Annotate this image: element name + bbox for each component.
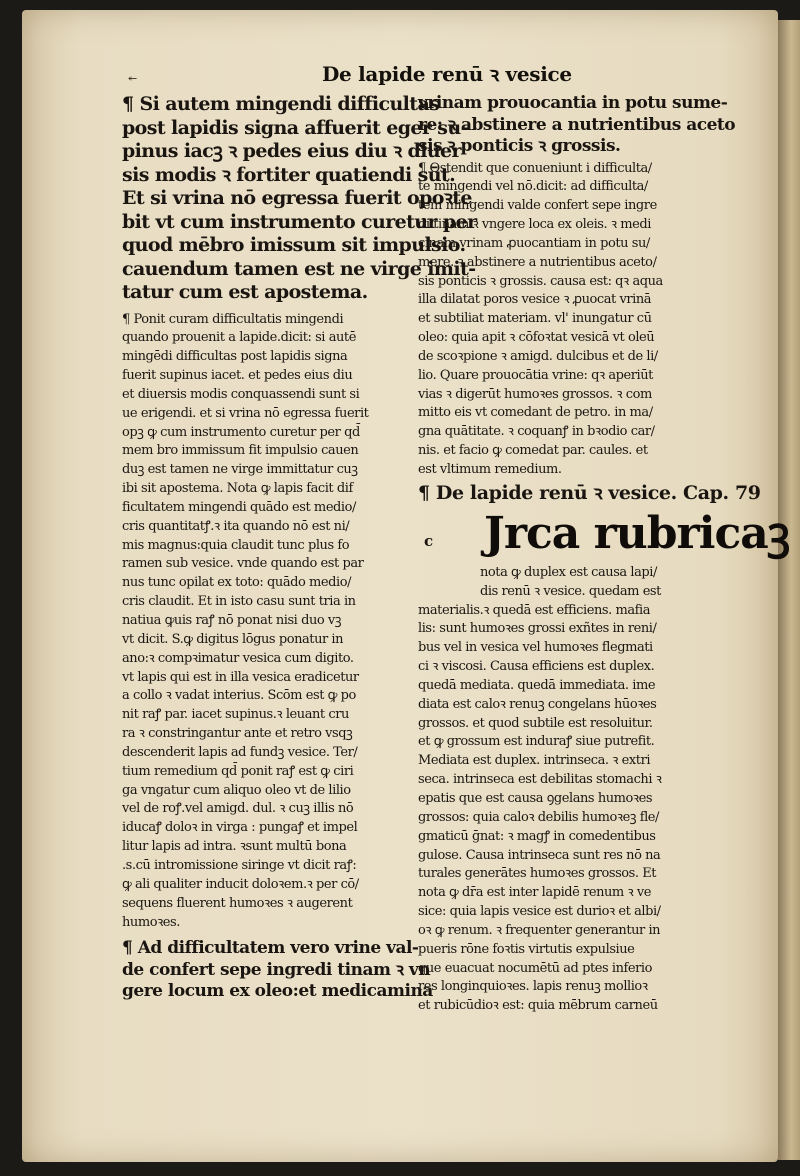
text-line: te mingendi vel nō.dicit: ad difficulta/ [418, 179, 648, 195]
text-line: litur lapis ad intra. ꝛsunt multū bona [122, 839, 347, 855]
text-line: mingēdi difficultas post lapidis signa [122, 349, 348, 365]
text-line: vt dicit. S.ꝙ digitus lōgus ponatur in [122, 631, 344, 647]
text-line: tatur cum est apostema. [122, 281, 368, 303]
text-line: materialis.ꝛ quedā est efficiens. mafia [418, 602, 651, 618]
text-line: fuerit supinus iacet. et pedes eius diu [122, 368, 353, 384]
text-line: res longinquioꝛes. lapis renuꝫ mollioꝛ [418, 979, 648, 995]
text-line: sice: quia lapis vesice est durioꝛ et albi/ [418, 904, 661, 920]
text-line: Et si vrina nō egressa fuerit opoꝛte [122, 187, 472, 209]
text-line: quod mēbro imissum sit impulsio. [122, 234, 466, 256]
text-line: gulose. Causa intrinseca sunt res nō na [418, 847, 661, 863]
text-line: vrinam prouocantia in potu sume- [418, 93, 728, 113]
text-line: opꝫ ꝙ cum instrumento curetur per qd̄ [122, 424, 360, 440]
left-paragraph-2 [122, 938, 433, 1003]
text-line: lis: sunt humoꝛes grossi exñtes in reni/ [418, 621, 657, 637]
text-line: lio. Quare prouocātia vrine: qꝛ aperiūt [418, 367, 653, 383]
corner-mark: ↞ [128, 72, 138, 85]
text-line: Mediata est duplex. intrinseca. ꝛ extri [418, 753, 651, 769]
text-line: de confert sepe ingredi tinam ꝛ vn [122, 959, 431, 980]
text-line: tium remedium qd̄ ponit raꝭ est ꝙ ciri [122, 763, 354, 779]
right-paragraph-1 [418, 93, 736, 158]
text-line: turales generātes humoꝛes grossos. Et [418, 866, 657, 882]
left-column [122, 93, 477, 1003]
left-paragraph-1 [122, 93, 477, 305]
text-line: quando prouenit a lapide.dicit: si autē [122, 330, 356, 346]
text-line: ¶ Ponit curam difficultatis mingendi [122, 311, 344, 327]
text-line: di tinam ꝛ vngere loca ex oleis. ꝛ medi [418, 217, 651, 233]
text-line: mere. ꝛ abstinere a nutrientibus aceto/ [418, 254, 657, 270]
text-line: epatis que est causa ꝯgelans humoꝛes [418, 790, 653, 806]
text-line: duꝫ est tamen ne virge immittatur cuꝫ [122, 462, 358, 478]
text-line: diata est caloꝛ renuꝫ congelans hūoꝛes [418, 696, 657, 712]
text-line: cinam vrinam ꝓuocantiam in potu su/ [418, 235, 650, 251]
text-line: tem mingendi valde confert sepe ingre [418, 198, 657, 214]
text-line: gere locum ex oleo:et medicamina [122, 981, 433, 1002]
running-head: De lapide renū ꝛ vesice [322, 62, 572, 86]
text-line: grossos: quia caloꝛ debilis humoꝛeꝫ fle/ [418, 809, 659, 825]
text-line: post lapidis signa affuerit eger su- [122, 116, 468, 139]
text-line: dis renū ꝛ vesice. quedam est [480, 583, 661, 599]
text-line: et diuersis modis conquassendi sunt si [122, 386, 360, 402]
text-line: humoꝛes. [122, 914, 180, 930]
text-line: et rubicūdioꝛ est: quia mēbrum carneū [418, 998, 658, 1014]
text-line: et ꝙ grossum est induraꝭ siue putrefit. [418, 734, 655, 750]
text-line: gmaticū ḡnat: ꝛ magꝭ in comedentibus [418, 828, 656, 844]
right-column [418, 93, 790, 1016]
text-line: vel de roꝭ.vel amigd. dul. ꝛ cuꝫ illis nō [122, 801, 354, 817]
text-line: ꝙ ali qualiter inducit doloꝛem.ꝛ per cō/ [122, 876, 359, 892]
text-line: vias ꝛ digerūt humoꝛes grossos. ꝛ com [418, 386, 652, 402]
text-line: oleo: quia apit ꝛ cōfoꝛtat vesicā vt oleū [418, 330, 655, 346]
text-line: iducaꝭ doloꝛ in virga : pungaꝭ et impel [122, 820, 358, 836]
text-line: sis modis ꝛ fortiter quatiendi sūt. [122, 163, 456, 186]
text-line: ramen sub vesice. vnde quando est par [122, 556, 364, 572]
text-line: et subtiliat materiam. vl' inungatur cū [418, 311, 652, 327]
text-line: sis ponticis ꝛ grossis. causa est: qꝛ aqua [418, 273, 663, 289]
text-line: ¶ Ostendit que conueniunt i difficulta/ [418, 160, 652, 176]
text-line: ra ꝛ constringantur ante et retro vsqꝫ [122, 726, 353, 742]
text-line: sequens fluerent humoꝛes ꝛ augerent [122, 895, 353, 911]
right-commentary-2 [418, 602, 702, 1017]
text-line: bus vel in vesica vel humoꝛes flegmati [418, 640, 653, 656]
text-line: nit raꝭ par. iacet supinus.ꝛ leuant cru [122, 707, 349, 723]
text-line: nota ꝙ duplex est causa lapi/ [480, 564, 657, 580]
text-line: illa dilatat poros vesice ꝛ ꝓuocat vrinā [418, 292, 652, 308]
text-line: mem bro immissum fit impulsio cauen [122, 443, 359, 459]
text-line: nis. et facio ꝙ comedat par. caules. et [418, 443, 648, 459]
text-line: mitto eis vt comedant de petro. in ma/ [418, 405, 653, 421]
text-line: cris claudit. Et in isto casu sunt tria in [122, 594, 356, 610]
text-line: nota ꝙ dr̄a est inter lapidē renum ꝛ ve [418, 885, 652, 901]
text-line: ficultatem mingendi quādo est medio/ [122, 499, 356, 515]
text-line: cauendum tamen est ne virge imit- [122, 257, 476, 280]
text-line: gna quātitate. ꝛ coquanꝭ in bꝛodio car/ [418, 424, 655, 440]
text-line: seca. intrinseca est debilitas stomachi ꝛ [418, 772, 662, 788]
text-line: re: ꝛ abstinere a nutrientibus aceto [418, 114, 736, 135]
text-line: ibi sit apostema. Nota ꝙ lapis facit dif [122, 481, 353, 497]
text-line: ci ꝛ viscosi. Causa efficiens est duplex. [418, 659, 655, 675]
text-line: pueris rōne foꝛtis virtutis expulsiue [418, 941, 635, 957]
text-line: ¶ Ad difficultatem vero vrine val- [122, 938, 419, 959]
text-line: oꝛ ꝙ renum. ꝛ frequenter generantur in [418, 922, 661, 938]
chapter-heading: ¶ De lapide renū ꝛ vesice. Cap. 79 [418, 481, 761, 504]
text-line: cris quantitatꝭ.ꝛ ita quando nō est ni/ [122, 518, 350, 534]
text-line: pinus iacꝫ ꝛ pedes eius diu ꝛ diuer [122, 140, 461, 162]
right-commentary-1 [418, 160, 702, 480]
text-line: .s.cū intromissione siringe vt dicit raꝭ: [122, 857, 357, 873]
text-line: que euacuat nocumētū ad ptes inferio [418, 960, 652, 976]
text-line: a collo ꝛ vadat interius. Scōm est ꝙ po [122, 688, 356, 704]
chapter-initial-block [418, 506, 790, 564]
next-page-edge [778, 20, 800, 1160]
text-line: quedā mediata. quedā immediata. ime [418, 677, 656, 693]
text-line: bit vt cum instrumento curetur per [122, 210, 477, 233]
text-line: grossos. et quod subtile est resoluitur. [418, 715, 653, 731]
text-line: descenderit lapis ad fundꝫ vesice. Ter/ [122, 744, 358, 760]
margin-letter: c [424, 531, 434, 550]
text-line: mis magnus:quia claudit tunc plus fo [122, 537, 350, 553]
text-line: ¶ Si autem mingendi difficultas [122, 93, 440, 115]
text-line: sis ꝛ ponticis ꝛ grossis. [418, 136, 621, 156]
decorated-initial: Jrca rubricaꝫ [484, 507, 790, 559]
text-line: nus tunc opilat ex toto: quādo medio/ [122, 575, 352, 591]
text-line: de scoꝛpione ꝛ amigd. dulcibus et de li/ [418, 348, 658, 364]
text-line: est vltimum remedium. [418, 462, 562, 477]
left-commentary-1 [122, 311, 407, 933]
text-line: vt lapis qui est in illa vesica eradicetur [122, 669, 359, 685]
text-line: ga vngatur cum aliquo oleo vt de lilio [122, 782, 351, 798]
right-commentary-2-indented [418, 564, 702, 602]
text-line: ue erigendi. et si vrina nō egressa fuerit [122, 405, 369, 421]
text-line: natiua ꝙuis raꝭ nō ponat nisi duo vꝫ [122, 613, 342, 628]
text-line: ano:ꝛ compꝛimatur vesica cum digito. [122, 650, 354, 666]
